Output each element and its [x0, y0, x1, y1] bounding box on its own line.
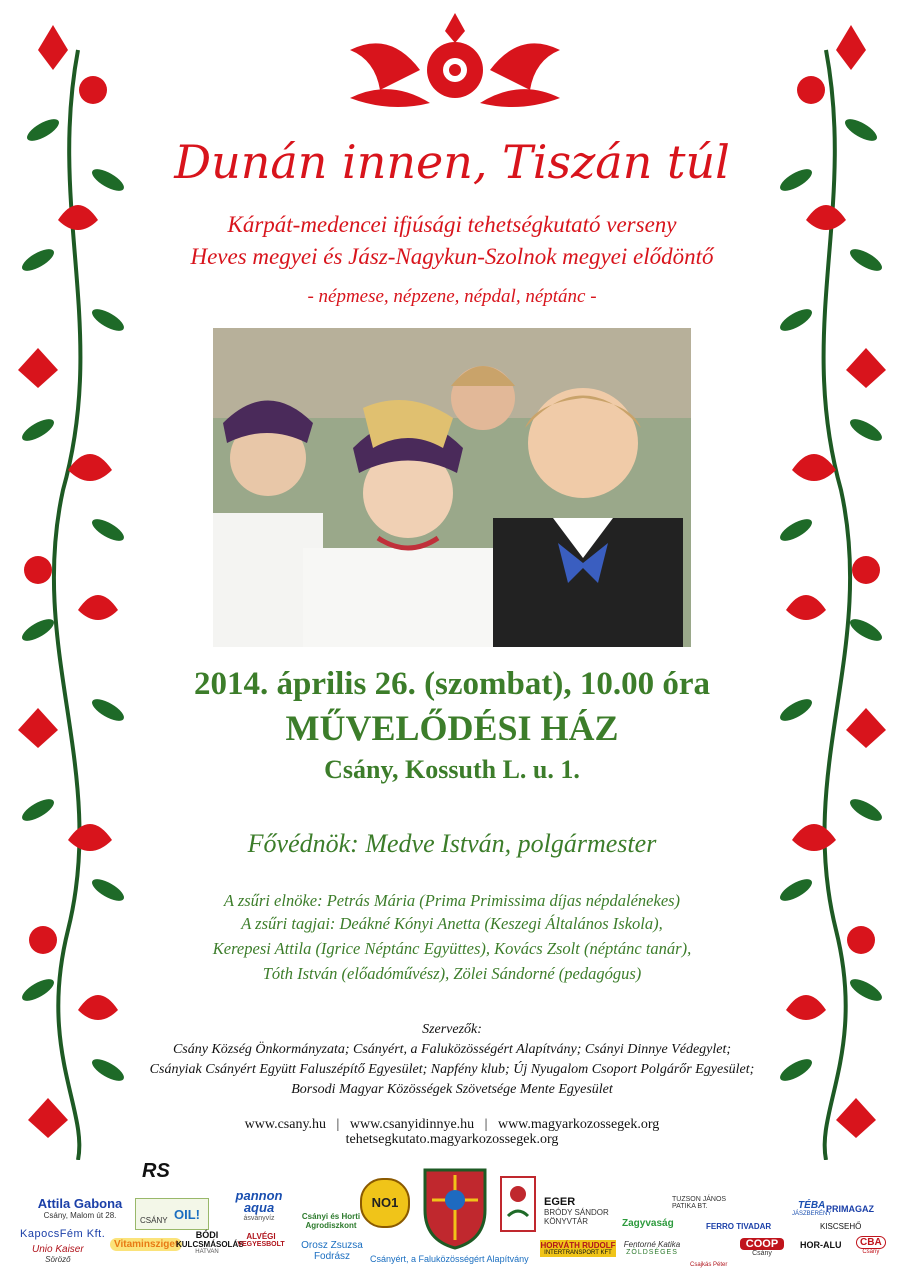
kapocsfem-logo: KapocsFém Kft. [20, 1228, 106, 1240]
jury-line: Tóth István (előadóművész), Zölei Sándorné (pedagógus) [262, 964, 642, 983]
unio-kaiser-logo: Unio Kaiser Söröző [32, 1244, 84, 1264]
tuzson-patika-logo: TUZSON JÁNOS PATIKA BT. [672, 1196, 727, 1210]
orosz-zsuzsa-fodrasz-logo: Orosz Zsuzsa Fodrász [301, 1240, 363, 1262]
organizers-line: Csányiak Csányért Együtt Faluszépítő Egyesület; Napfény klub; Új Nyugalom Csoport Polgárőr Egyesület; [149, 1062, 755, 1077]
csany-oil-logo: CSÁNY OIL! [135, 1198, 209, 1230]
subtitle-categories: - népmese, népzene, népdal, néptánc - [307, 286, 597, 307]
hor-alu-logo: HOR-ALU [800, 1240, 842, 1250]
kiscseho-logo: KISCSEHŐ [820, 1222, 862, 1231]
primagaz-logo: PRIMAGAZ [826, 1204, 874, 1214]
csany-coat-of-arms-icon [420, 1160, 490, 1250]
pannon-aqua-logo: pannon aqua ásványvíz [235, 1188, 283, 1222]
patron: Fővédnök: Medve István, polgármester [247, 829, 657, 858]
eger-brody-library-logo: EGER BRÓDY SÁNDOR KÖNYVTÁR [544, 1196, 609, 1226]
alvegi-vegyesbolt-logo: ALVÉGI VEGYESBOLT [237, 1232, 285, 1248]
jury-line: A zsűri tagjai: Deákné Kónyi Anetta (Keszegi Általános Iskola), [241, 914, 663, 933]
rs-logo: RS [142, 1160, 170, 1182]
poster-title: Dunán innen, Tiszán túl [174, 135, 730, 189]
csajkas-peter-logo: Csajkás Péter [690, 1262, 728, 1268]
subtitle-line-1: Kárpát-medencei ifjúsági tehetségkutató verseny [227, 212, 677, 237]
no1-logo: NO1 [360, 1178, 410, 1228]
fentorne-katika-logo: Fentorné Katika ZÖLDSÉGES [623, 1240, 681, 1256]
event-date: 2014. április 26. (szombat), 10.00 óra [193, 666, 711, 702]
children-folk-costume-photo [213, 328, 691, 647]
bodi-kulcsmasolas-logo: BÓDI KULCSMÁSOLÁS HATVAN [176, 1230, 244, 1255]
organizers-label: Szervezők: [422, 1022, 482, 1037]
cba-logo: CBA Csány [856, 1236, 886, 1255]
website-link-tehetsegkutato[interactable]: tehetsegkutato.magyarkozossegek.org [345, 1132, 559, 1147]
ferro-tivadar-logo: FERRO TIVADAR [706, 1222, 772, 1231]
zagyvasag-logo: Zagyvaság [622, 1218, 674, 1229]
agrodiszkont-logo: Csányi és Horti Agrodiszkont [301, 1212, 361, 1230]
foundation-caption: Csányért, a Faluközösségért Alapítvány [370, 1254, 529, 1264]
jury-line: A zsűri elnöke: Petrás Mária (Prima Primissima díjas népdalénekes) [223, 891, 681, 910]
event-venue: MŰVELŐDÉSI HÁZ [285, 708, 619, 748]
attila-gabona-logo: Attila Gabona Csány, Malom út 28. [37, 1196, 123, 1220]
hungarian-communities-alliance-logo-icon [500, 1176, 536, 1232]
website-links[interactable]: www.csany.hu | www.csanyidinnye.hu | www.magyarkozossegek.org [244, 1117, 660, 1132]
coop-csany-logo: COOP Csány [740, 1238, 784, 1257]
subtitle-line-2: Heves megyei és Jász-Nagykun-Szolnok megyei elődöntő [190, 244, 714, 269]
organizers-line: Csány Község Önkormányzata; Csányért, a Faluközösségért Alapítvány; Csányi Dinnye Védegylet; [172, 1042, 732, 1057]
organizers-line: Borsodi Magyar Közösségek Szövetsége Mente Egyesület [291, 1082, 613, 1097]
top-floral-ornament [330, 8, 580, 113]
jury-line: Kerepesi Attila (Igrice Néptánc Együttes), Kovács Zsolt (néptánc tanár), [212, 939, 692, 958]
horvath-rudolf-logo: HORVÁTH RUDOLF INTERTRANSPORT KFT [540, 1241, 616, 1256]
vitaminsziget-logo: Vitaminsziget [110, 1238, 182, 1251]
teba-logo: TÉBA JÁSZBERÉNY [792, 1200, 832, 1217]
event-address: Csány, Kossuth L. u. 1. [324, 755, 580, 784]
